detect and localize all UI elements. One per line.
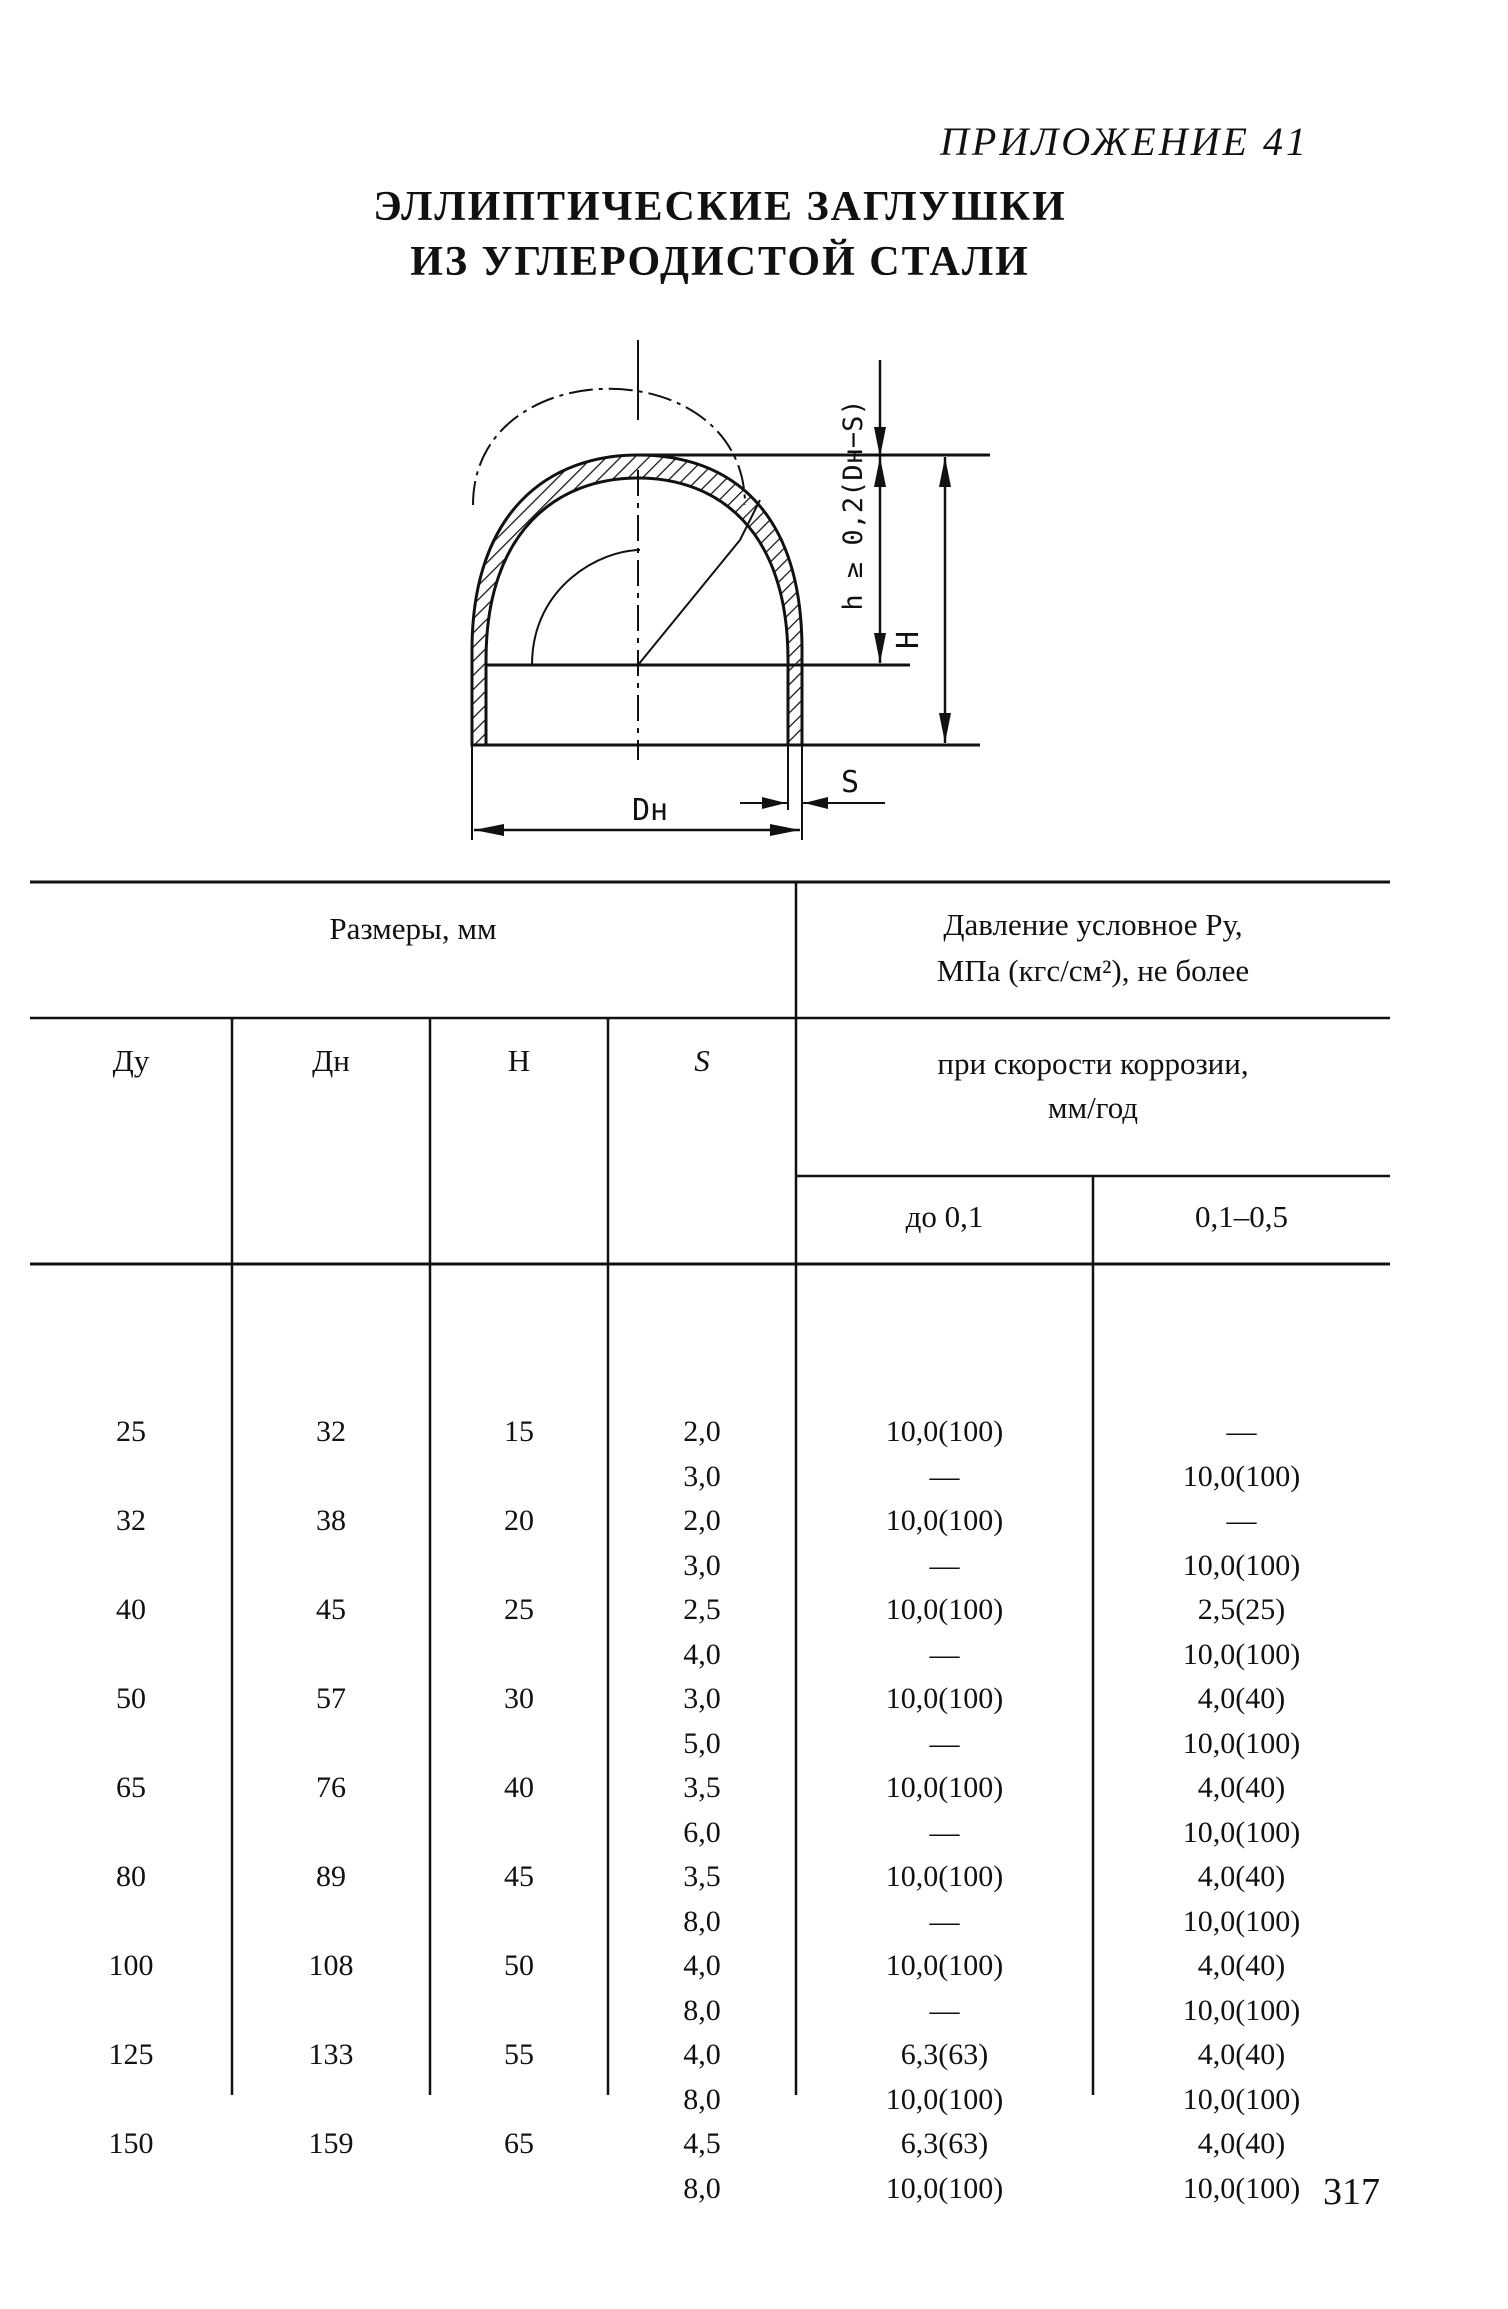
table-cell-p2: 4,0(40) — [1197, 1949, 1286, 1982]
table-cell-S: 8,0 — [683, 1904, 721, 1938]
table-cell-S: 5,0 — [683, 1726, 721, 1760]
table-cell-du: 40 — [116, 1593, 146, 1626]
table-cell-S: 2,0 — [683, 1504, 721, 1537]
table-cell-p2: 10,0(100) — [1182, 1637, 1301, 1671]
table-cell-p2: 4,0(40) — [1197, 1860, 1286, 1893]
table-cell-du: 32 — [116, 1504, 146, 1537]
table-cell-p1: 10,0(100) — [885, 1415, 1004, 1448]
table-cell-p2: 10,0(100) — [1182, 1904, 1301, 1938]
column-S — [608, 1410, 796, 2211]
table-cell-dn — [232, 1989, 430, 2034]
table-cell-du — [30, 1455, 232, 1500]
table-cell-dn: 89 — [316, 1860, 346, 1893]
title-line-2: ИЗ УГЛЕРОДИСТОЙ СТАЛИ — [410, 239, 1030, 285]
table-cell-S: 2,5 — [683, 1593, 721, 1626]
table-cell-p2: 2,5(25) — [1197, 1593, 1286, 1626]
inner-arc — [532, 550, 640, 665]
subheader-upto-0-1: до 0,1 — [905, 1199, 984, 1234]
table-cell-p1: 10,0(100) — [885, 1771, 1004, 1804]
table-cell-du: 25 — [116, 1415, 146, 1448]
table-cell-p2: 10,0(100) — [1182, 1459, 1301, 1493]
table-cell-du: 125 — [108, 2038, 154, 2071]
table-cell-H: 15 — [504, 1415, 534, 1448]
table-cell-dn: 32 — [316, 1415, 346, 1448]
table-cell-S: 8,0 — [683, 2171, 721, 2205]
table-cell-H: 20 — [504, 1504, 534, 1537]
table-cell-H — [430, 2078, 608, 2123]
table-cell-dn: 159 — [308, 2127, 354, 2160]
table-cell-S: 3,0 — [683, 1682, 721, 1715]
table-cell-p2: 10,0(100) — [1182, 2082, 1301, 2116]
radius-line — [638, 540, 740, 665]
table-cell-p1: 10,0(100) — [885, 1682, 1004, 1715]
column-pressure-0-1-0-5 — [1093, 1410, 1390, 2211]
header-H: Н — [507, 1043, 531, 1078]
table-cell-p2: 10,0(100) — [1182, 1726, 1301, 1760]
table-cell-H — [430, 1722, 608, 1767]
table-cell-p1: — — [929, 1993, 960, 2027]
table-cell-S: 3,0 — [683, 1459, 721, 1493]
column-H — [430, 1410, 608, 2211]
table-cell-p1: 10,0(100) — [885, 1593, 1004, 1626]
table-cell-dn — [232, 1900, 430, 1945]
table-cell-S: 4,5 — [683, 2127, 721, 2160]
dn-label: Dн — [631, 793, 669, 828]
table-cell-S: 4,0 — [683, 1949, 721, 1982]
table-cell-H — [430, 1900, 608, 1945]
table-cell-H — [430, 1544, 608, 1589]
table-cell-p2: 4,0(40) — [1197, 1682, 1286, 1715]
table-cell-dn: 57 — [316, 1682, 346, 1715]
table-cell-p1: — — [929, 1548, 960, 1582]
h-formula-label: h ≥ 0,2(Dн−S) — [838, 399, 869, 611]
table-cell-du: 150 — [108, 2127, 154, 2160]
table-cell-dn: 108 — [308, 1949, 354, 1982]
table-cell-du: 50 — [116, 1682, 146, 1715]
table-cell-H: 45 — [504, 1860, 534, 1893]
s-label: S — [840, 765, 860, 800]
table-cell-dn — [232, 1544, 430, 1589]
table-cell-p1: — — [929, 1904, 960, 1938]
table-cell-du — [30, 1722, 232, 1767]
table-cell-S: 4,0 — [683, 2038, 721, 2071]
table-cell-p2: 4,0(40) — [1197, 2127, 1286, 2160]
table-cell-S: 4,0 — [683, 1637, 721, 1671]
table-cell-S: 8,0 — [683, 1993, 721, 2027]
header-pressure — [796, 902, 1390, 994]
table-cell-H: 50 — [504, 1949, 534, 1982]
table-cell-p1: 6,3(63) — [900, 2038, 989, 2071]
header-pressure-line-2: МПа (кгс/см²), не более — [936, 953, 1250, 988]
header-sizes: Размеры, мм — [329, 911, 497, 946]
table-cell-H — [430, 1455, 608, 1500]
table-cell-du — [30, 1544, 232, 1589]
table-cell-p2: — — [1226, 1415, 1257, 1448]
table-cell-S: 6,0 — [683, 1815, 721, 1849]
table-cell-du — [30, 1900, 232, 1945]
table-cell-H — [430, 1633, 608, 1678]
table-cell-H — [430, 1989, 608, 2034]
table-cell-du — [30, 2167, 232, 2212]
table-cell-p2: 10,0(100) — [1182, 2171, 1301, 2205]
header-du: Ду — [112, 1043, 150, 1078]
header-corrosion-line-1: при скорости коррозии, — [937, 1046, 1249, 1081]
table-cell-du — [30, 2078, 232, 2123]
table-cell-p1: 6,3(63) — [900, 2127, 989, 2160]
table-cell-p2: 4,0(40) — [1197, 2038, 1286, 2071]
table-cell-S: 3,5 — [683, 1860, 721, 1893]
table-cell-p2: 10,0(100) — [1182, 1548, 1301, 1582]
column-pressure-upto-0-1 — [796, 1410, 1093, 2211]
table-cell-H: 30 — [504, 1682, 534, 1715]
table-cell-du: 100 — [108, 1949, 154, 1982]
header-corrosion — [796, 1042, 1390, 1130]
title-line-1: ЭЛЛИПТИЧЕСКИЕ ЗАГЛУШКИ — [373, 184, 1067, 230]
H-label: H — [891, 630, 926, 650]
table-cell-du: 80 — [116, 1860, 146, 1893]
page-number: 317 — [1323, 2171, 1380, 2213]
table-cell-p1: 10,0(100) — [885, 1949, 1004, 1982]
column-dn — [232, 1410, 430, 2211]
table-cell-p1: 10,0(100) — [885, 2082, 1004, 2116]
page-title — [320, 180, 1120, 290]
table-cell-dn: 38 — [316, 1504, 346, 1537]
table-cell-dn — [232, 1811, 430, 1856]
table-cell-p2: — — [1226, 1504, 1257, 1537]
table-cell-dn — [232, 2167, 430, 2212]
table-cell-S: 8,0 — [683, 2082, 721, 2116]
table-cell-dn — [232, 1633, 430, 1678]
table-cell-p1: 10,0(100) — [885, 1504, 1004, 1537]
table-cell-p1: — — [929, 1726, 960, 1760]
elliptical-cap-drawing — [440, 340, 1000, 860]
table-cell-H: 25 — [504, 1593, 534, 1626]
table-cell-p1: — — [929, 1637, 960, 1671]
header-pressure-line-1: Давление условное Ру, — [943, 907, 1243, 942]
table-cell-du — [30, 1811, 232, 1856]
table-cell-dn — [232, 2078, 430, 2123]
table-cell-dn: 45 — [316, 1593, 346, 1626]
table-cell-dn — [232, 1722, 430, 1767]
table-cell-H: 55 — [504, 2038, 534, 2071]
header-dn: Дн — [312, 1043, 350, 1078]
subheader-0-1-0-5: 0,1–0,5 — [1195, 1199, 1288, 1234]
table-cell-H — [430, 2167, 608, 2212]
table-cell-p1: 10,0(100) — [885, 2171, 1004, 2205]
table-cell-p2: 4,0(40) — [1197, 1771, 1286, 1804]
header-corrosion-line-2: мм/год — [1047, 1090, 1139, 1125]
table-cell-S: 2,0 — [683, 1415, 721, 1448]
table-cell-dn: 76 — [316, 1771, 346, 1804]
header-S: S — [694, 1043, 710, 1078]
column-du — [30, 1410, 232, 2211]
table-cell-p1: — — [929, 1459, 960, 1493]
appendix-label: ПРИЛОЖЕНИЕ 41 — [940, 119, 1309, 164]
table-cell-dn — [232, 1455, 430, 1500]
table-cell-H: 65 — [504, 2127, 534, 2160]
table-cell-p1: — — [929, 1815, 960, 1849]
table-cell-H: 40 — [504, 1771, 534, 1804]
table-cell-S: 3,5 — [683, 1771, 721, 1804]
table-cell-p2: 10,0(100) — [1182, 1815, 1301, 1849]
table-cell-p1: 10,0(100) — [885, 1860, 1004, 1893]
table-cell-H — [430, 1811, 608, 1856]
table-cell-S: 3,0 — [683, 1548, 721, 1582]
table-cell-p2: 10,0(100) — [1182, 1993, 1301, 2027]
table-cell-du — [30, 1633, 232, 1678]
table-cell-du: 65 — [116, 1771, 146, 1804]
table-cell-du — [30, 1989, 232, 2034]
table-cell-dn: 133 — [308, 2038, 354, 2071]
